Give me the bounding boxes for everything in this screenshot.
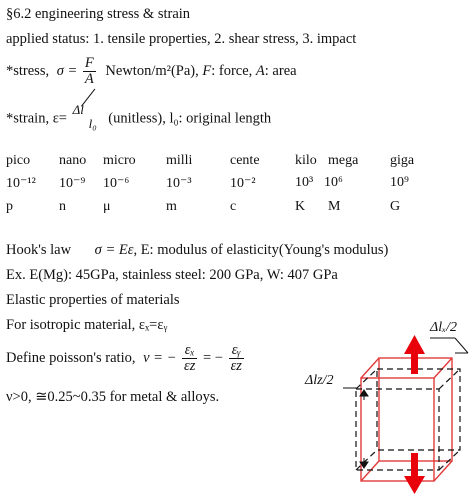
- label-side-contraction: Δlz/2: [305, 373, 334, 388]
- prefix-name-giga: giga: [390, 153, 415, 168]
- prefix-symbol-cente: c: [230, 199, 237, 214]
- applied-status-line: applied status: 1. tensile properties, 2. shear stress, 3. impact: [6, 31, 357, 47]
- stress-formula-line: *stress, σ = $\frac{F}{A}$ Newton/m²(Pa), F: force, A: area: [6, 55, 297, 87]
- label-top-elongation: Δlₓ/2: [430, 320, 457, 335]
- prefix-power-micro: 10⁻⁶: [103, 176, 130, 191]
- prefix-power-milli: 10⁻³: [166, 176, 192, 191]
- poisson-ratio-line: Define poisson's ratio, ν = − $\frac{\text{εₓ}}{\varepsilon z}$ = − $\frac{\text{εᵧ}}{\varepsilon z}$: [6, 342, 242, 374]
- prefix-name-pico: pico: [6, 153, 31, 168]
- prefix-name-nano: nano: [59, 153, 87, 168]
- hooks-law-equation: σ = Eε: [94, 242, 134, 258]
- prefix-symbol-nano: n: [59, 199, 66, 214]
- section-title: §6.2 engineering stress & strain: [6, 6, 191, 22]
- tensile-force-arrows: [404, 335, 425, 494]
- prefix-power-cente: 10⁻²: [230, 176, 256, 191]
- prefix-power-mega: 10⁶: [324, 175, 343, 190]
- isotropic-line: For isotropic material, εₓ=εᵧ: [6, 317, 168, 333]
- strain-formula-line: *strain, ε= Δl l₀ (unitless), l₀: original length: [6, 108, 271, 130]
- prefix-symbol-micro: μ: [103, 199, 111, 214]
- original-box-front: [356, 389, 439, 470]
- prefix-symbol-mega: M: [328, 199, 341, 214]
- poisson-range-line: ν>0, ≅0.25~0.35 for metal & alloys.: [6, 389, 220, 405]
- deformed-box-front: [361, 378, 434, 481]
- poisson-fraction-x: $\frac{\text{εₓ}}{\varepsilon z}$: [183, 342, 196, 374]
- prefix-name-kilo: kilo: [295, 153, 317, 168]
- prefix-name-mega: mega: [328, 153, 359, 168]
- prefix-name-micro: micro: [103, 153, 136, 168]
- down-arrow-head: [404, 476, 425, 494]
- prefix-symbol-milli: m: [166, 199, 177, 214]
- stress-symbol: σ =: [56, 62, 78, 79]
- original-box: [356, 369, 460, 470]
- prefix-symbol-giga: G: [390, 199, 401, 214]
- prefix-name-milli: milli: [166, 153, 193, 168]
- prefix-symbol-kilo: K: [295, 199, 306, 214]
- prefix-symbol-pico: p: [6, 199, 13, 214]
- deformed-box: [361, 358, 452, 481]
- prefix-power-giga: 10⁹: [390, 175, 409, 190]
- hooks-law-line: Hook's law σ = Eε, E: modulus of elasticity(Young's modulus): [6, 242, 389, 258]
- elastic-properties-heading: Elastic properties of materials: [6, 292, 180, 308]
- stress-fraction: $\frac{F}{A}$: [84, 55, 94, 87]
- side-measure-arrows: [360, 390, 368, 468]
- original-box-back: [377, 369, 460, 450]
- up-arrow-head: [404, 335, 425, 354]
- modulus-example-line: Ex. E(Mg): 45GPa, stainless steel: 200 GPa, W: 407 GPa: [6, 267, 338, 283]
- strain-slash-fraction: Δl l₀: [71, 108, 105, 130]
- prefix-power-kilo: 10³: [295, 175, 314, 190]
- deformed-box-back: [379, 358, 452, 461]
- poisson-fraction-y: $\frac{\text{εᵧ}}{\varepsilon z}$: [230, 342, 242, 374]
- prefix-power-nano: 10⁻⁹: [59, 176, 86, 191]
- prefix-name-cente: cente: [230, 153, 260, 168]
- prefix-power-pico: 10⁻¹²: [6, 176, 36, 191]
